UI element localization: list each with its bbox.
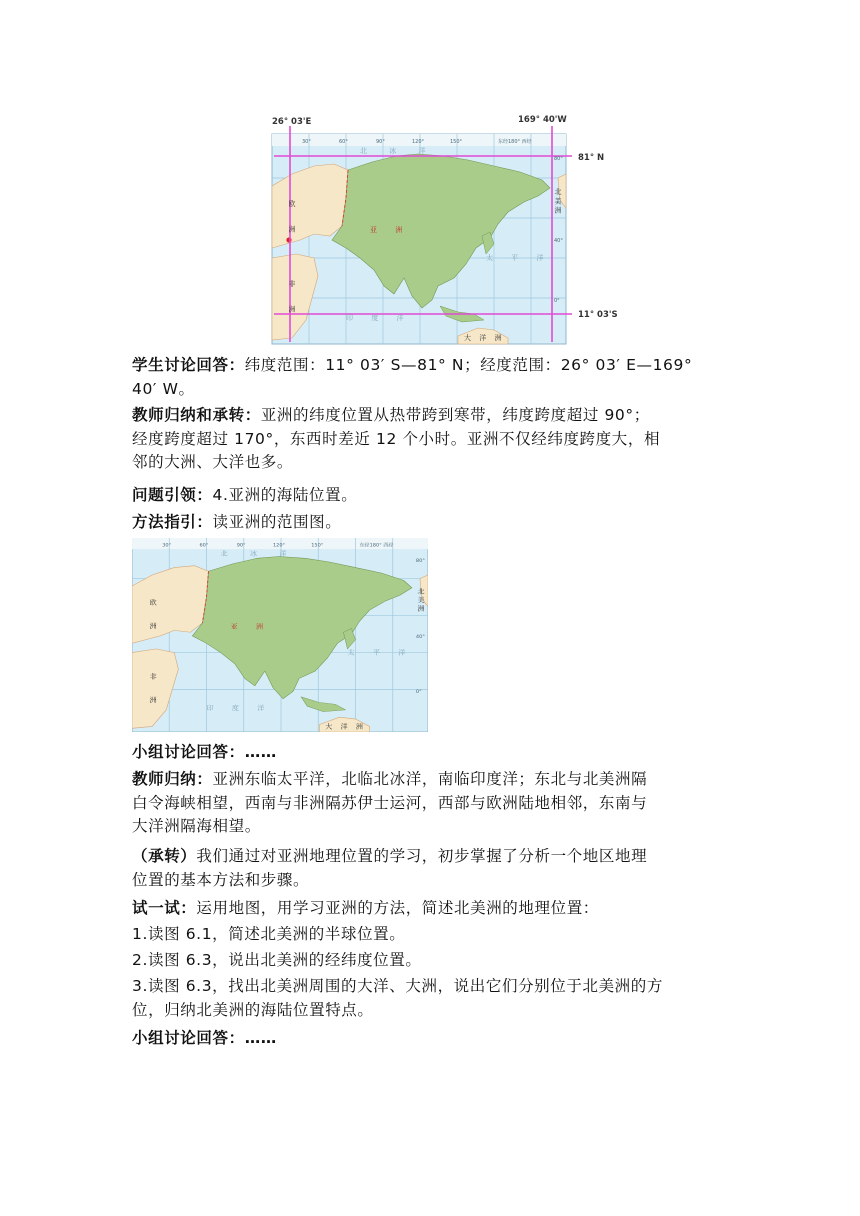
paragraph-group-answer-1: [132, 741, 732, 765]
label: 教师归纳和承转：: [132, 406, 261, 424]
paragraph-teacher-summary: [132, 404, 732, 475]
asia-range-map: [132, 538, 428, 732]
svg-text:亚 洲: 亚 洲: [230, 622, 272, 631]
text: 亚洲东临太平洋，北临北冰洋，南临印度洋；东北与北美洲隔: [212, 770, 648, 788]
text: 40′ W。: [132, 379, 195, 398]
paragraph-student-answer: [132, 354, 732, 401]
svg-text:非 洲: 非 洲: [147, 672, 157, 711]
text: 白令海峡相望，西南与非洲隔苏伊士运河，西部与欧洲陆地相邻，东南与: [132, 793, 648, 812]
label-south-latitude: 11° 03'S: [578, 310, 618, 320]
task-1: 1.读图 6.1，简述北美洲的半球位置。: [132, 925, 406, 943]
task-2: 2.读图 6.3，说出北美洲的经纬度位置。: [132, 951, 422, 969]
task-3: 3.读图 6.3，找出北美洲周围的大洋、大洲，说出它们分别位于北美洲的方 位，归纳北美洲的海陆位置特点。: [132, 977, 663, 1019]
label-africa: 非 洲: [288, 280, 296, 321]
svg-text:北 冰 洋: 北 冰 洋: [220, 549, 297, 558]
paragraph-transition: [132, 845, 732, 892]
label-oceania: 大 洋 洲: [464, 334, 505, 342]
text: 经度跨度超过 170°，东西时差近 12 个小时。亚洲不仅经纬度跨度大，相: [132, 429, 661, 448]
text: 读亚洲的范围图。: [212, 513, 342, 531]
svg-text:太 平 洋: 太 平 洋: [347, 648, 414, 657]
asia-range-map-with-lines: [262, 108, 622, 348]
label-indian-ocean: 印 度 洋: [346, 314, 412, 322]
svg-text:欧 洲: 欧 洲: [147, 598, 157, 637]
paragraph-question: [132, 484, 732, 508]
svg-text:60°: 60°: [199, 543, 209, 549]
svg-text:30°: 30°: [162, 543, 172, 549]
text: 纬度范围：11° 03′ S—81° N；经度范围：26° 03′ E—169°: [244, 356, 693, 374]
svg-text:150°: 150°: [311, 543, 324, 549]
label-arctic-ocean: 北 冰 洋: [360, 147, 436, 155]
paragraph-group-answer-2: [132, 1027, 732, 1051]
svg-text:印 度 洋: 印 度 洋: [206, 704, 273, 712]
label-north-america: 北 美 洲: [554, 188, 562, 214]
text: 我们通过对亚洲地理位置的学习，初步掌握了分析一个地区地理: [196, 847, 648, 865]
lon-tick: 150°: [450, 139, 463, 145]
lon-tick: 30°: [302, 139, 311, 145]
label: 小组讨论回答：: [132, 743, 245, 761]
text: ……: [244, 1029, 277, 1047]
text: ……: [244, 743, 277, 761]
svg-text:大 洋 洲: 大 洋 洲: [325, 722, 366, 731]
label: 学生讨论回答：: [132, 356, 245, 374]
lon-tick: 120°: [412, 139, 425, 145]
svg-text:90°: 90°: [236, 543, 246, 549]
text: 大洋洲隔海相望。: [132, 817, 261, 835]
label-north-latitude: 81° N: [578, 153, 605, 163]
label: 教师归纳：: [132, 770, 213, 788]
label-east-longitude: 169° 40'W: [518, 115, 567, 125]
lat-tick: 0°: [554, 298, 560, 304]
paragraph-method: [132, 511, 732, 535]
label: 试一试：: [132, 899, 197, 917]
text: 亚洲的纬度位置从热带跨到寒带，纬度跨度超过 90°；: [260, 406, 650, 424]
svg-text:80°: 80°: [415, 559, 425, 564]
paragraph-teacher-conclusion: [132, 768, 732, 839]
svg-text:0°: 0°: [415, 690, 422, 696]
label-west-longitude: 26° 03'E: [272, 117, 312, 127]
lon-tick: 90°: [376, 139, 385, 145]
text: 运用地图，用学习亚洲的方法，简述北美洲的地理位置：: [196, 899, 599, 917]
svg-text:东经180° 西经: 东经180° 西经: [359, 543, 394, 549]
label-asia: 亚 洲: [370, 226, 411, 234]
svg-text:北 美 洲: 北 美 洲: [415, 587, 425, 612]
svg-text:120°: 120°: [272, 543, 286, 549]
lat-tick: 80°: [554, 156, 563, 162]
label: （承转）: [132, 847, 197, 865]
lat-tick: 40°: [554, 238, 563, 244]
label: 小组讨论回答：: [132, 1029, 245, 1047]
label-europe: 欧 洲: [288, 200, 296, 241]
text: 位置的基本方法和步骤。: [132, 870, 310, 889]
label: 方法指引：: [132, 513, 213, 531]
label: 问题引领：: [132, 486, 213, 504]
text: 4.亚洲的海陆位置。: [212, 486, 358, 504]
lon-tick: 60°: [339, 139, 348, 145]
text: 邻的大洲、大洋也多。: [132, 453, 294, 471]
svg-text:40°: 40°: [415, 634, 425, 640]
label-pacific: 太 平 洋: [486, 254, 552, 262]
lon-tick: 东经180° 西经: [498, 139, 532, 145]
paragraph-try-it: [132, 897, 732, 921]
